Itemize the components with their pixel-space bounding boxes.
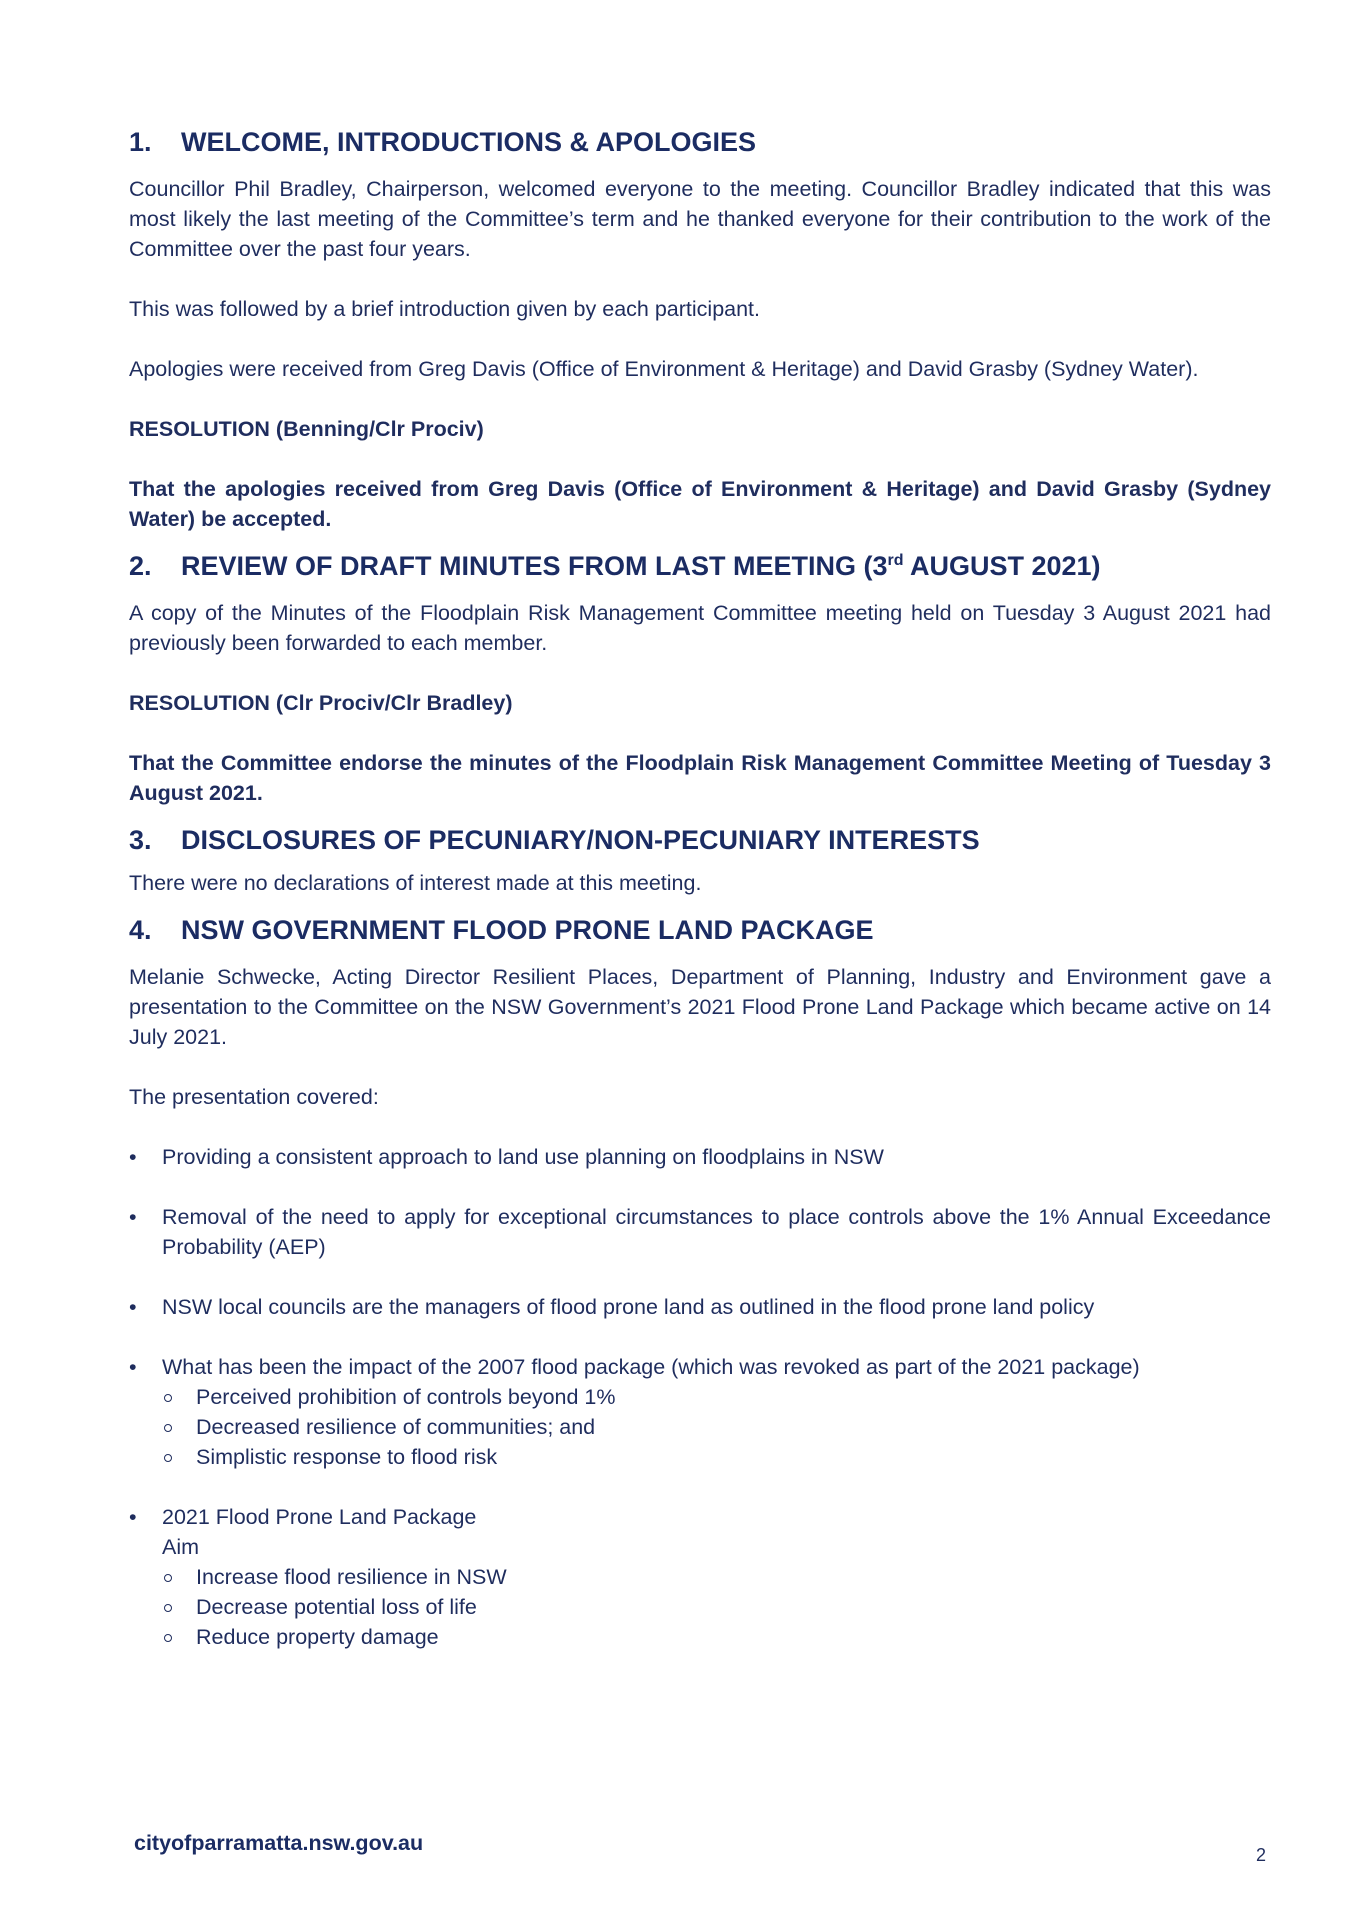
sub-list-item: Decrease potential loss of life bbox=[162, 1592, 1271, 1622]
paragraph: Melanie Schwecke, Acting Director Resilient Places, Department of Planning, Industry and Environment gave a presentation to the Committee on the NSW Government’s 2021 Flood Prone Land Package which became active on 14 July 2021. bbox=[129, 965, 1271, 1049]
bullet-icon: • bbox=[129, 1205, 137, 1229]
resolution-text: That the apologies received from Greg Davis (Office of Environment & Heritage) and David Grasby (Sydney Water) be accepted. bbox=[129, 477, 1271, 531]
section-3-heading bbox=[129, 822, 1271, 858]
sub-list-item: Increase flood resilience in NSW bbox=[162, 1562, 1271, 1592]
paragraph: Apologies were received from Greg Davis (Office of Environment & Heritage) and David Grasby (Sydney Water). bbox=[129, 357, 1199, 381]
circle-bullet-icon bbox=[164, 1424, 172, 1432]
sub-list-item: Perceived prohibition of controls beyond 1% bbox=[162, 1382, 1271, 1412]
section-2-heading bbox=[129, 548, 1271, 584]
document-content bbox=[129, 124, 1271, 1652]
paragraph: Councillor Phil Bradley, Chairperson, welcomed everyone to the meeting. Councillor Bradley indicated that this was most likely the last meeting of the Committee’s term and he thanked everyone for their contribution to the work of the Committee over the past four years. bbox=[129, 177, 1271, 261]
circle-bullet-icon bbox=[164, 1634, 172, 1642]
circle-bullet-icon bbox=[164, 1394, 172, 1402]
list-item: • NSW local councils are the managers of flood prone land as outlined in the flood prone land policy bbox=[129, 1292, 1271, 1322]
list-item: • Providing a consistent approach to land use planning on floodplains in NSW bbox=[129, 1142, 1271, 1172]
section-1-heading bbox=[129, 124, 1271, 160]
bullet-icon: • bbox=[129, 1505, 137, 1529]
circle-bullet-icon bbox=[164, 1574, 172, 1582]
resolution-title: RESOLUTION (Clr Prociv/Clr Bradley) bbox=[129, 691, 513, 715]
section-number: 1. bbox=[129, 127, 152, 157]
section-title: WELCOME, INTRODUCTIONS & APOLOGIES bbox=[181, 127, 757, 157]
sub-list bbox=[162, 1562, 1271, 1652]
section-title: DISCLOSURES OF PECUNIARY/NON-PECUNIARY INTERESTS bbox=[181, 825, 980, 855]
circle-bullet-icon bbox=[164, 1604, 172, 1612]
sub-list-item: Simplistic response to flood risk bbox=[162, 1442, 1271, 1472]
footer-website-link[interactable]: cityofparramatta.nsw.gov.au bbox=[134, 1831, 424, 1855]
sub-list-item: Decreased resilience of communities; and bbox=[162, 1412, 1271, 1442]
section-title: NSW GOVERNMENT FLOOD PRONE LAND PACKAGE bbox=[181, 915, 874, 945]
section-number: 2. bbox=[129, 551, 152, 581]
section-title: REVIEW OF DRAFT MINUTES FROM LAST MEETING (3rd AUGUST 2021) bbox=[181, 551, 1101, 581]
section-number: 3. bbox=[129, 825, 152, 855]
list-item: • What has been the impact of the 2007 flood package (which was revoked as part of the 2021 package) Perceived prohibition of controls beyond 1% Decreased resilience of communities; and Simplistic response to flood risk bbox=[129, 1352, 1271, 1472]
bullet-icon: • bbox=[129, 1145, 137, 1169]
presentation-bullet-list bbox=[129, 1142, 1271, 1652]
paragraph: The presentation covered: bbox=[129, 1085, 379, 1109]
paragraph: A copy of the Minutes of the Floodplain Risk Management Committee meeting held on Tuesday 3 August 2021 had previously been forwarded to each member. bbox=[129, 601, 1271, 655]
resolution-text: That the Committee endorse the minutes of the Floodplain Risk Management Committee Meeting of Tuesday 3 August 2021. bbox=[129, 751, 1271, 805]
bullet-icon: • bbox=[129, 1355, 137, 1379]
list-item: • 2021 Flood Prone Land Package Aim Increase flood resilience in NSW Decrease potential loss of life Reduce property damage bbox=[129, 1502, 1271, 1652]
section-4-heading bbox=[129, 912, 1271, 948]
paragraph: This was followed by a brief introduction given by each participant. bbox=[129, 297, 761, 321]
sub-list bbox=[162, 1382, 1271, 1472]
circle-bullet-icon bbox=[164, 1454, 172, 1462]
page-number: 2 bbox=[1256, 1845, 1267, 1865]
sub-list-item: Reduce property damage bbox=[162, 1622, 1271, 1652]
section-number: 4. bbox=[129, 915, 152, 945]
paragraph: There were no declarations of interest made at this meeting. bbox=[129, 871, 702, 895]
bullet-icon: • bbox=[129, 1295, 137, 1319]
sub-heading: Aim bbox=[162, 1535, 200, 1559]
list-item: • Removal of the need to apply for exceptional circumstances to place controls above the 1% Annual Exceedance Probability (AEP) bbox=[129, 1202, 1271, 1262]
resolution-title: RESOLUTION (Benning/Clr Prociv) bbox=[129, 417, 484, 441]
